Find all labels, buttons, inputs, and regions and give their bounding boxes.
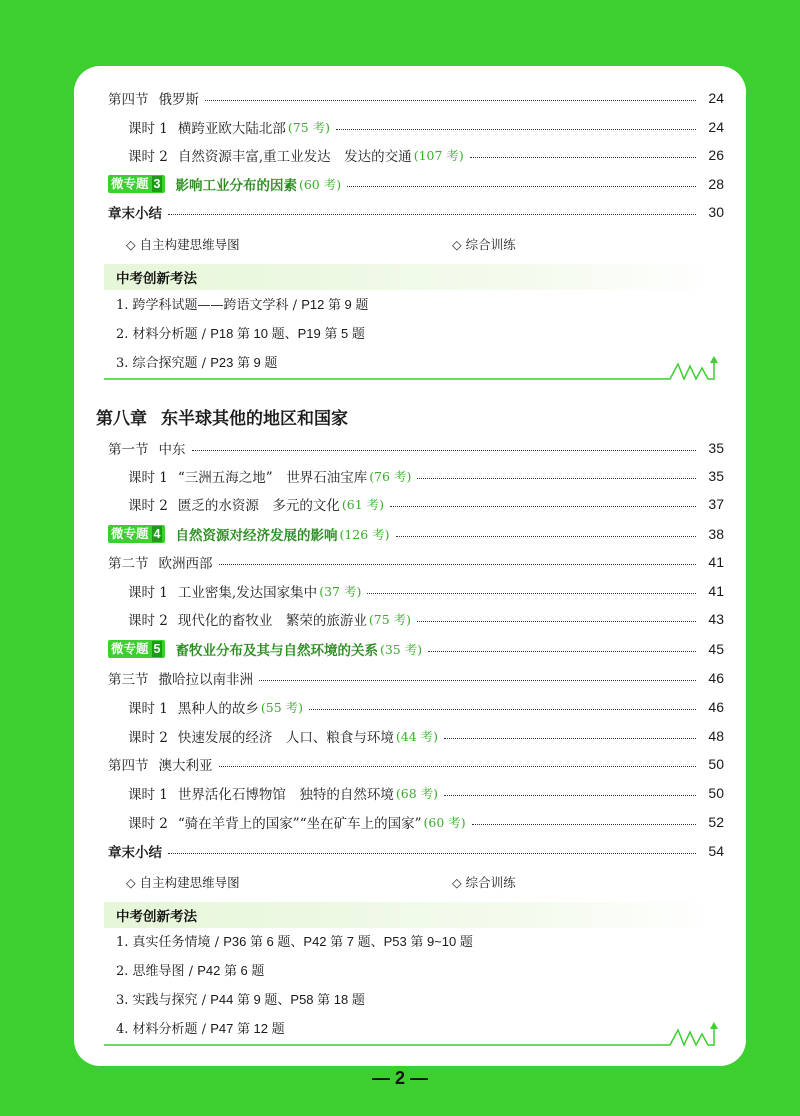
item-number: 3.: [116, 993, 129, 1008]
section-label: 第四节: [108, 92, 149, 108]
lesson-title: “骑在羊背上的国家”“坐在矿车上的国家”: [177, 816, 422, 832]
summary-training: ◇ 综合训练: [452, 875, 516, 890]
dot-leader: [259, 680, 696, 681]
lesson-label: 课时 1: [128, 121, 168, 137]
exam-count: (37 考): [319, 584, 362, 599]
dot-leader: [168, 214, 696, 215]
lesson-title: 自然资源丰富,重工业发达 发达的交通: [177, 149, 412, 165]
page-ref: 24: [708, 119, 724, 135]
toc-chapter-summary[interactable]: [108, 200, 724, 224]
page-ref: 24: [708, 90, 724, 106]
dot-leader: [347, 186, 696, 187]
lesson-label: 课时 1: [128, 787, 168, 803]
badge-text: 微专题: [111, 642, 149, 656]
section-label: 第四节: [108, 758, 149, 774]
item-number: 2.: [116, 964, 129, 979]
lesson-label: 课时 2: [128, 149, 168, 165]
toc-lesson[interactable]: [128, 781, 724, 805]
item-ref: P42 第 6 题: [197, 963, 265, 978]
page-ref: 50: [708, 756, 724, 772]
panel-item: [116, 931, 473, 950]
item-ref: P18 第 10 题、P19 第 5 题: [210, 326, 365, 341]
toc-section[interactable]: [108, 752, 724, 776]
item-text: 跨学科试题——跨语文学科 /: [132, 298, 302, 313]
lesson-title: 匮乏的水资源 多元的文化: [177, 498, 340, 514]
dot-leader: [417, 478, 696, 479]
exam-count: (76 考): [369, 469, 412, 484]
section-label: 第三节: [108, 672, 149, 688]
dot-leader: [444, 738, 696, 739]
page-ref: 50: [708, 785, 724, 801]
dot-leader: [219, 564, 697, 565]
toc-lesson[interactable]: [128, 810, 724, 834]
page-ref: 35: [708, 440, 724, 456]
item-text: 思维导图 /: [132, 964, 198, 979]
exam-count: (61 考): [341, 497, 385, 512]
section-title: 俄罗斯: [158, 92, 199, 108]
lesson-label: 课时 2: [128, 816, 168, 832]
lesson-title: 工业密集,发达国家集中: [177, 585, 318, 601]
lesson-label: 课时 2: [128, 613, 168, 629]
badge-text: 微专题: [111, 527, 149, 541]
summary-mindmap: ◇ 自主构建思维导图: [126, 237, 240, 252]
chapter-label: 第八章: [96, 409, 147, 429]
dot-leader: [428, 651, 696, 652]
special-topic-badge: [108, 175, 165, 193]
badge-text: 微专题: [111, 177, 149, 191]
section-title: 欧洲西部: [158, 556, 213, 572]
toc-section[interactable]: [108, 550, 724, 574]
panel-item: [116, 294, 368, 313]
item-ref: P12 第 9 题: [301, 297, 369, 312]
panel-divider-wave: [104, 354, 724, 384]
exam-count: (107 考): [413, 148, 464, 163]
toc-lesson[interactable]: [128, 607, 724, 631]
special-topic-title: 畜牧业分布及其与自然环境的关系: [175, 643, 378, 659]
toc-lesson[interactable]: [128, 143, 724, 167]
dot-leader: [470, 157, 696, 158]
panel-item: [116, 989, 365, 1008]
page-ref: 30: [708, 204, 724, 220]
dot-leader: [219, 766, 697, 767]
summary-training: ◇ 综合训练: [452, 237, 516, 252]
lesson-label: 课时 1: [128, 701, 168, 717]
toc-lesson[interactable]: [128, 464, 724, 488]
badge-number: 3: [153, 177, 161, 191]
dot-leader: [390, 506, 696, 507]
lesson-label: 课时 2: [128, 730, 168, 746]
item-text: 实践与探究 /: [132, 993, 211, 1008]
dot-leader: [205, 100, 696, 101]
page-ref: 46: [708, 670, 724, 686]
chapter-heading: [96, 404, 348, 429]
toc-chapter-summary[interactable]: [108, 839, 724, 863]
dot-leader: [472, 824, 696, 825]
exam-count: (60 考): [298, 177, 342, 192]
toc-section-russia[interactable]: [108, 86, 724, 110]
item-number: 1.: [116, 298, 129, 313]
page-ref: 54: [708, 843, 724, 859]
dot-leader: [444, 795, 696, 796]
summary-mindmap: ◇ 自主构建思维导图: [126, 875, 240, 890]
toc-lesson[interactable]: [128, 579, 724, 603]
dot-leader: [168, 853, 696, 854]
section-title: 撒哈拉以南非洲: [158, 672, 253, 688]
lesson-label: 课时 2: [128, 498, 168, 514]
exam-count: (60 考): [423, 815, 466, 830]
page-ref: 35: [708, 468, 724, 484]
section-title: 中东: [158, 442, 186, 458]
toc-lesson[interactable]: [128, 695, 724, 719]
item-text: 材料分析题 /: [132, 1022, 211, 1037]
toc-lesson[interactable]: [128, 724, 724, 748]
dot-leader: [367, 593, 696, 594]
toc-section[interactable]: [108, 666, 724, 690]
item-text: 材料分析题 /: [132, 327, 211, 342]
item-text: 真实任务情境 /: [132, 935, 224, 950]
lesson-label: 课时 1: [128, 470, 168, 486]
panel-title: 中考创新考法: [104, 902, 716, 928]
toc-special-topic[interactable]: [108, 172, 724, 196]
panel-divider-wave: [104, 1020, 724, 1050]
section-label: 第二节: [108, 556, 149, 572]
exam-count: (75 考): [287, 120, 331, 135]
page-ref: 37: [708, 496, 724, 512]
exam-count: (44 考): [395, 729, 439, 744]
page-ref: 41: [708, 554, 724, 570]
section-title: 澳大利亚: [158, 758, 213, 774]
item-number: 4.: [116, 1022, 129, 1037]
page-ref: 48: [708, 728, 724, 744]
lesson-title: 黑种人的故乡: [177, 701, 259, 717]
exam-count: (75 考): [368, 612, 412, 627]
exam-count: (68 考): [395, 786, 439, 801]
badge-number: 4: [153, 527, 161, 541]
page-ref: 41: [708, 583, 724, 599]
lesson-label: 课时 1: [128, 585, 168, 601]
summary-title: 章末小结: [108, 845, 162, 861]
exam-count: (55 考): [260, 700, 304, 715]
item-number: 1.: [116, 935, 129, 950]
lesson-title: 世界活化石博物馆 独特的自然环境: [177, 787, 394, 803]
panel-title: 中考创新考法: [104, 264, 716, 290]
lesson-title: “三洲五海之地” 世界石油宝库: [177, 470, 368, 486]
badge-number: 5: [153, 642, 161, 656]
page-number: — 2 —: [371, 1068, 428, 1088]
item-ref: P23 第 9 题: [210, 355, 278, 370]
chapter-title: 东半球其他的地区和国家: [161, 409, 348, 429]
dot-leader: [336, 129, 696, 130]
item-ref: P47 第 12 题: [210, 1021, 285, 1036]
special-topic-badge: [108, 525, 165, 543]
panel-item: [116, 960, 264, 979]
panel-item: [116, 323, 365, 342]
section-label: 第一节: [108, 442, 149, 458]
toc-section[interactable]: [108, 436, 724, 460]
special-topic-title: 影响工业分布的因素: [175, 178, 297, 194]
toc-special-topic[interactable]: [108, 522, 724, 546]
lesson-title: 现代化的畜牧业 繁荣的旅游业: [177, 613, 367, 629]
page-ref: 52: [708, 814, 724, 830]
item-number: 2.: [116, 327, 129, 342]
page-ref: 45: [708, 641, 724, 657]
lesson-title: 快速发展的经济 人口、粮食与环境: [177, 730, 394, 746]
summary-title: 章末小结: [108, 206, 162, 222]
dot-leader: [192, 450, 697, 451]
page-ref: 46: [708, 699, 724, 715]
page-ref: 38: [708, 526, 724, 542]
dot-leader: [309, 709, 696, 710]
lesson-title: 横跨亚欧大陆北部: [177, 121, 286, 137]
toc-lesson[interactable]: [128, 492, 724, 516]
page-ref: 28: [708, 176, 724, 192]
toc-special-topic[interactable]: [108, 637, 724, 661]
page-ref: 43: [708, 611, 724, 627]
special-topic-title: 自然资源对经济发展的影响: [175, 528, 338, 544]
exam-count: (126 考): [339, 527, 390, 542]
item-ref: P36 第 6 题、P42 第 7 题、P53 第 9~10 题: [223, 934, 473, 949]
exam-count: (35 考): [379, 642, 423, 657]
special-topic-badge: [108, 640, 165, 658]
item-number: 3.: [116, 356, 129, 371]
item-text: 综合探究题 /: [132, 356, 211, 371]
toc-lesson[interactable]: [128, 115, 724, 139]
dot-leader: [396, 536, 696, 537]
item-ref: P44 第 9 题、P58 第 18 题: [210, 992, 365, 1007]
dot-leader: [417, 621, 696, 622]
page-ref: 26: [708, 147, 724, 163]
